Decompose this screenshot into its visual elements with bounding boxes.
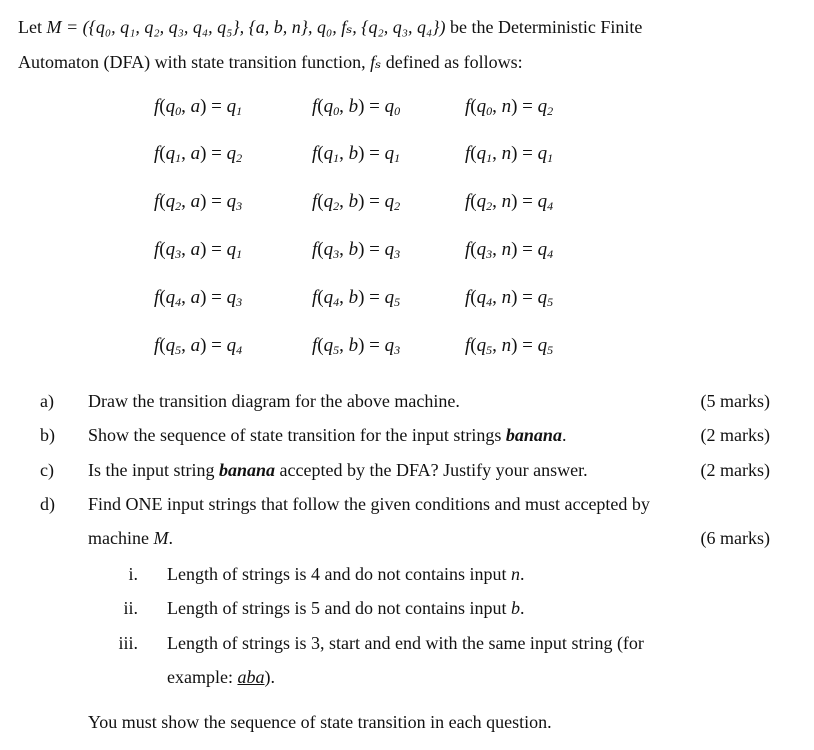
transition-q0-n: $f(q_0$, $n) = q_2$ [465, 96, 554, 118]
intro-let: Let [18, 17, 42, 37]
question-a-text: Draw the transition diagram for the above machine. [88, 391, 460, 411]
from-state: 3 [333, 247, 340, 261]
from-state: 4 [175, 295, 182, 309]
transition-q1-b: $f(q_1$, $b) = q_1$ [312, 143, 401, 165]
transition-q3-a: $f(q_3$, $a) = q_1$ [154, 239, 243, 261]
input-symbol: a [190, 239, 201, 260]
transition-q0-b: $f(q_0$, $b) = q_0$ [312, 96, 401, 118]
from-state: 1 [175, 151, 182, 165]
from-state: 1 [333, 151, 340, 165]
function-symbol: f [154, 191, 160, 212]
to-state: 4 [547, 247, 554, 261]
subitem-ii-label: ii. [123, 598, 138, 618]
question-d-line-1: Find ONE input strings that follow the given conditions and must accepted by [88, 494, 650, 514]
to-state: 4 [236, 343, 243, 357]
question-c-marks: (2 marks) [700, 460, 770, 480]
function-symbol: f [465, 287, 471, 308]
footer-instruction: You must show the sequence of state transition in each question. [88, 712, 552, 732]
intro-line-1 [18, 17, 642, 37]
subitem-ii-pre: Length of strings is 5 and do not contains input [167, 598, 507, 618]
function-symbol: f [465, 191, 471, 212]
input-symbol: b [348, 96, 359, 117]
input-symbol: b [348, 191, 359, 212]
to-state: 2 [547, 104, 554, 118]
question-d-period: . [168, 528, 173, 548]
question-c-pre: Is the input string [88, 460, 215, 480]
transition-q5-n: $f(q_5$, $n) = q_5$ [465, 335, 554, 357]
function-symbol: f [312, 239, 318, 260]
input-symbol: n [501, 287, 512, 308]
subitem-i-post: . [519, 564, 525, 584]
to-state: 1 [236, 247, 243, 261]
question-b-pre: Show the sequence of state transition for the input strings [88, 425, 502, 445]
function-symbol: f [312, 96, 318, 117]
question-b-post: . [561, 425, 567, 445]
transition-q5-a: $f(q_5$, $a) = q_4$ [154, 335, 243, 357]
function-symbol: f [465, 96, 471, 117]
question-c-label: c) [40, 460, 54, 480]
to-state: 3 [236, 199, 243, 213]
transition-q2-b: $f(q_2$, $b) = q_2$ [312, 191, 401, 213]
from-state: 5 [486, 343, 493, 357]
question-c-post: accepted by the DFA? Justify your answer. [279, 460, 588, 480]
input-symbol: n [501, 143, 512, 164]
function-symbol: f [154, 239, 160, 260]
to-state: 5 [547, 343, 554, 357]
machine-tuple: = ({q₀, q₁, q₂, q₃, q₄, q₅}, {a, b, n}, q₀, fₛ, {q₂, q₃, q₄}) [66, 17, 446, 37]
function-symbol: f [312, 191, 318, 212]
from-state: 3 [486, 247, 493, 261]
from-state: 4 [486, 295, 493, 309]
function-symbol: f [312, 287, 318, 308]
question-d-label: d) [40, 494, 55, 514]
question-a-marks: (5 marks) [700, 391, 770, 411]
to-state: 2 [236, 151, 243, 165]
transition-q1-n: $f(q_1$, $n) = q_1$ [465, 143, 554, 165]
input-symbol: b [348, 335, 359, 356]
input-symbol: a [190, 96, 201, 117]
subitem-iii-post: ). [264, 667, 275, 687]
from-state: 3 [175, 247, 182, 261]
intro-line-2-text: Automaton (DFA) with state transition function, [18, 52, 366, 72]
to-state: 3 [394, 247, 401, 261]
intro-line-2 [18, 52, 523, 72]
function-symbol: f [465, 143, 471, 164]
input-symbol: b [348, 239, 359, 260]
subitem-iii-label: iii. [118, 633, 138, 653]
from-state: 4 [333, 295, 340, 309]
to-state: 5 [547, 295, 554, 309]
from-state: 0 [486, 104, 493, 118]
to-state: 2 [394, 199, 401, 213]
to-state: 5 [394, 295, 401, 309]
subitem-i-pre: Length of strings is 4 and do not contains input [167, 564, 507, 584]
to-state: 4 [547, 199, 554, 213]
transition-q4-n: $f(q_4$, $n) = q_5$ [465, 287, 554, 309]
to-state: 3 [394, 343, 401, 357]
question-d-line-2 [88, 528, 173, 549]
question-d-machine-symbol: M [153, 528, 169, 548]
function-symbol: f [312, 143, 318, 164]
transition-q3-n: $f(q_3$, $n) = q_4$ [465, 239, 554, 261]
question-d-marks: (6 marks) [700, 528, 770, 548]
input-symbol: a [190, 191, 201, 212]
question-d-machine-word: machine [88, 528, 149, 548]
question-c-string: banana [219, 460, 276, 480]
from-state: 2 [175, 199, 182, 213]
transition-function-symbol: fₛ [370, 52, 382, 72]
subitem-i-symbol: n [510, 564, 520, 584]
function-symbol: f [312, 335, 318, 356]
from-state: 1 [486, 151, 493, 165]
transition-q0-a: $f(q_0$, $a) = q_1$ [154, 96, 243, 118]
subitem-i-label: i. [128, 564, 138, 584]
to-state: 3 [236, 295, 243, 309]
subitem-iii-line-2 [167, 667, 275, 688]
to-state: 1 [236, 104, 243, 118]
intro-line-2-suffix: defined as follows: [385, 52, 523, 72]
input-symbol: n [501, 191, 512, 212]
subitem-iii-example-string: aba [237, 667, 265, 687]
subitem-iii-line-1: Length of strings is 3, start and end with the same input string (for [167, 633, 644, 653]
input-symbol: b [348, 143, 359, 164]
question-b-marks: (2 marks) [700, 425, 770, 445]
input-symbol: b [348, 287, 359, 308]
transition-q3-b: $f(q_3$, $b) = q_3$ [312, 239, 401, 261]
transition-q1-a: $f(q_1$, $a) = q_2$ [154, 143, 243, 165]
subitem-ii-text [167, 598, 524, 619]
to-state: 1 [394, 151, 401, 165]
machine-symbol: M [46, 17, 62, 37]
subitem-ii-post: . [519, 598, 525, 618]
from-state: 5 [175, 343, 182, 357]
from-state: 0 [175, 104, 182, 118]
transition-q4-b: $f(q_4$, $b) = q_5$ [312, 287, 401, 309]
function-symbol: f [154, 143, 160, 164]
intro-suffix: be the Deterministic Finite [449, 17, 643, 37]
input-symbol: a [190, 335, 201, 356]
input-symbol: n [501, 335, 512, 356]
from-state: 5 [333, 343, 340, 357]
input-symbol: a [190, 287, 201, 308]
transition-q5-b: $f(q_5$, $b) = q_3$ [312, 335, 401, 357]
question-b-string: banana [505, 425, 562, 445]
input-symbol: n [501, 96, 512, 117]
function-symbol: f [154, 287, 160, 308]
function-symbol: f [465, 335, 471, 356]
transition-q2-n: $f(q_2$, $n) = q_4$ [465, 191, 554, 213]
to-state: 1 [547, 151, 554, 165]
subitem-iii-example-label: example: [167, 667, 233, 687]
function-symbol: f [465, 239, 471, 260]
input-symbol: a [190, 143, 201, 164]
question-b-label: b) [40, 425, 55, 445]
function-symbol: f [154, 96, 160, 117]
question-c-text [88, 460, 588, 481]
function-symbol: f [154, 335, 160, 356]
subitem-i-text [167, 564, 524, 585]
from-state: 0 [333, 104, 340, 118]
question-a-label: a) [40, 391, 54, 411]
question-b-text [88, 425, 566, 446]
to-state: 0 [394, 104, 401, 118]
from-state: 2 [333, 199, 340, 213]
input-symbol: n [501, 239, 512, 260]
transition-q2-a: $f(q_2$, $a) = q_3$ [154, 191, 243, 213]
from-state: 2 [486, 199, 493, 213]
transition-q4-a: $f(q_4$, $a) = q_3$ [154, 287, 243, 309]
subitem-ii-symbol: b [510, 598, 520, 618]
